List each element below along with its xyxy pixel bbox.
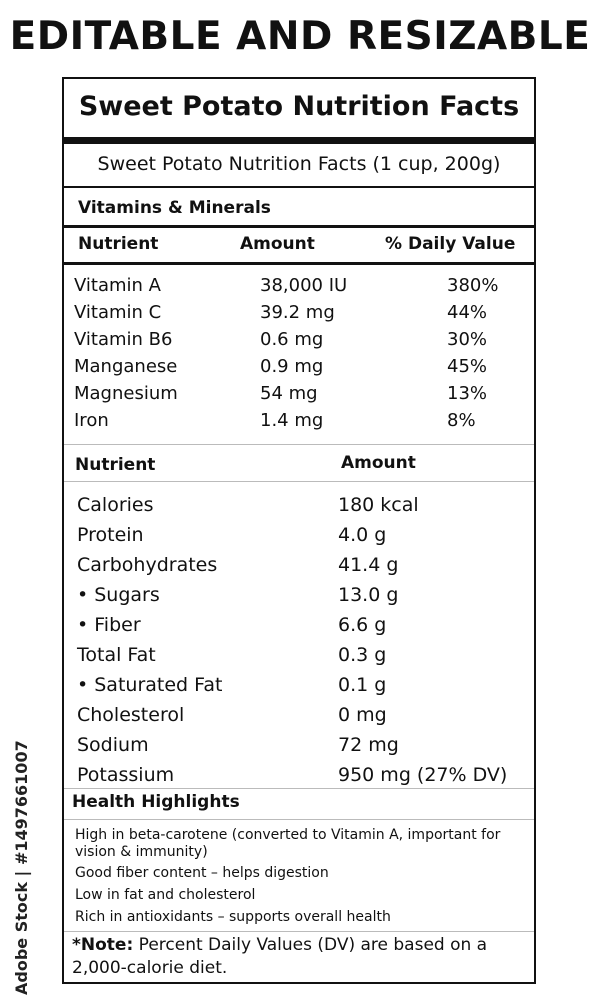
macro-row [64,524,534,554]
vitamin-row [64,410,534,437]
vitamin-amount: 0.6 mg [260,329,324,350]
macro-amount: 950 mg (27% DV) [338,764,508,786]
title-rule [64,137,534,144]
macro-name: Carbohydrates [77,554,218,576]
highlights-heading-rule [64,819,534,820]
stock-watermark: Adobe Stock | #1497661007 [12,740,31,995]
label-title: Sweet Potato Nutrition Facts [78,91,520,122]
vitamin-row [64,302,534,329]
vitamin-amount: 54 mg [260,383,318,404]
macro-name: Sodium [77,734,149,756]
subtitle-rule [64,186,534,188]
vitamin-amount: 0.9 mg [260,356,324,377]
highlight-item: Low in fat and cholesterol [75,887,256,903]
vitamin-amount: 39.2 mg [260,302,335,323]
highlights-heading: Health Highlights [72,792,240,812]
macro-amount: 4.0 g [338,524,387,546]
vitamin-dv: 45% [447,356,488,377]
vitamin-name: Vitamin B6 [74,329,173,350]
macro-amount: 180 kcal [338,494,419,516]
macros-columns-rule [64,481,534,482]
highlight-item: Rich in antioxidants – supports overall health [75,909,391,925]
macro-row [64,614,534,644]
macro-amount: 0.3 g [338,644,387,666]
vitamin-name: Vitamin C [74,302,162,323]
macro-row [64,554,534,584]
macro-row [64,494,534,524]
vitamin-dv: 13% [447,383,488,404]
vitamin-row [64,356,534,383]
vitamin-name: Magnesium [74,383,178,404]
vitamins-columns-rule [64,262,534,265]
macro-name: Protein [77,524,144,546]
macro-name: • Fiber [77,614,141,636]
vitamin-name: Iron [74,410,109,431]
footnote-text: Percent Daily Values (DV) are based on a 2,000-calorie diet. [72,935,488,978]
macro-name: Calories [77,494,154,516]
macro-name: • Sugars [77,584,160,606]
note-rule [64,931,534,932]
nutrition-label [62,77,536,984]
highlights-top-rule [64,788,534,789]
macros-col-amount: Amount [341,453,416,473]
footnote [72,934,534,980]
macro-amount: 41.4 g [338,554,399,576]
banner-heading: EDITABLE AND RESIZABLE [9,14,591,59]
vitamins-heading: Vitamins & Minerals [78,198,271,218]
macro-row [64,704,534,734]
macro-amount: 0 mg [338,704,387,726]
vitamin-amount: 1.4 mg [260,410,324,431]
macro-row [64,644,534,674]
vitamin-name: Manganese [74,356,178,377]
vitamin-row [64,329,534,356]
macro-name: Total Fat [77,644,156,666]
vitamin-dv: 8% [447,410,476,431]
vitamins-col-amount: Amount [240,234,315,254]
label-subtitle: Sweet Potato Nutrition Facts (1 cup, 200g) [97,153,501,175]
section-divider [64,444,534,445]
vitamins-col-nutrient: Nutrient [78,234,159,254]
macro-name: Cholesterol [77,704,185,726]
macro-amount: 13.0 g [338,584,399,606]
footnote-label: *Note: [72,935,134,955]
vitamins-col-dv: % Daily Value [385,234,516,254]
macro-row [64,764,534,794]
macro-row [64,674,534,704]
macro-row [64,584,534,614]
macro-name: • Saturated Fat [77,674,223,696]
macro-amount: 0.1 g [338,674,387,696]
vitamin-name: Vitamin A [74,275,161,296]
macros-col-nutrient: Nutrient [75,455,156,475]
macro-name: Potassium [77,764,175,786]
highlight-item: Good fiber content – helps digestion [75,865,329,881]
vitamins-heading-rule [64,225,534,228]
vitamin-amount: 38,000 IU [260,275,348,296]
macro-amount: 72 mg [338,734,399,756]
vitamin-dv: 44% [447,302,488,323]
vitamin-row [64,275,534,302]
vitamin-dv: 30% [447,329,488,350]
macro-row [64,734,534,764]
macro-amount: 6.6 g [338,614,387,636]
highlight-item: High in beta-carotene (converted to Vitamin A, important for vision & immunity) [75,827,501,860]
vitamin-dv: 380% [447,275,499,296]
vitamin-row [64,383,534,410]
